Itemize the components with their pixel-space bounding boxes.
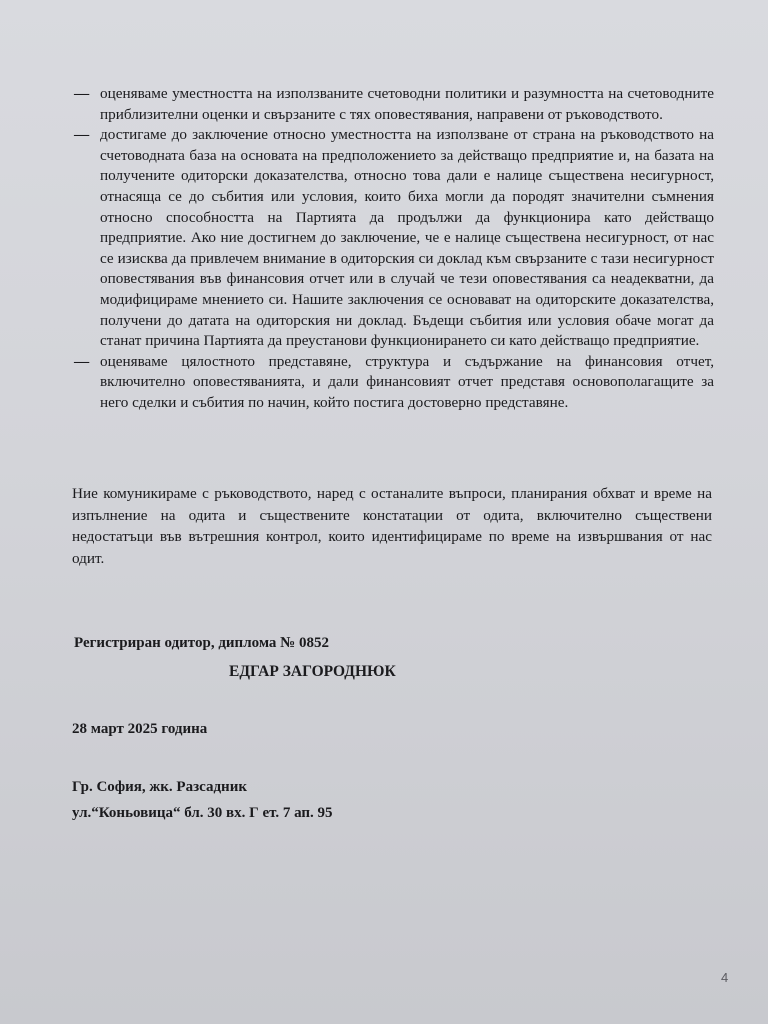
bullet-dash: — [74, 126, 90, 144]
page-number: 4 [721, 970, 729, 985]
auditor-name: ЕДГАР ЗАГОРОДНЮК [229, 663, 396, 680]
communication-paragraph: Ние комуникираме с ръководството, наред с останалите въпроси, планирания обхват и време на изпълнение на одита и съществените констатации от одита, включително съществени недостатъци във вътрешния контрол, които идентифицираме по време на извършвания от нас одит. [72, 485, 712, 567]
auditor-registration: Регистриран одитор, диплома № 0852 [74, 635, 330, 651]
address-street: ул.“Коньовица“ бл. 30 вх. Г ет. 7 ап. 95 [72, 805, 333, 821]
bullet-text: оценяваме цялостното представяне, структура и съдържание на финансовия отчет, включително оповестяванията, и дали финансовият отчет представя основополагащите за него сделки и събития по начин, който постига достоверно представяне. [100, 352, 714, 411]
bullet-dash: — [74, 352, 90, 370]
bullet-text: оценяваме уместността на използваните счетоводни политики и разумността на счетоводните приблизителни оценки и свързаните с тях оповестявания, направени от ръководството. [100, 85, 714, 123]
bullet-item-going-concern [74, 125, 714, 352]
bullet-list [74, 84, 714, 414]
bullet-dash: — [74, 85, 90, 102]
bullet-item-accounting-policies [74, 84, 714, 125]
report-date: 28 март 2025 година [72, 721, 208, 737]
address-city: Гр. София, жк. Разсадник [72, 779, 247, 795]
bullet-item-overall-presentation [74, 352, 714, 414]
bullet-text: достигаме до заключение относно уместността на използване от страна на ръководството на счетоводната база на основата на предположението за действащо предприятие и, на базата на получените одиторски доказателства, относно това дали е налице съществена несигурност, отнасяща се до събития или условия, които биха могли да породят значителни съмнения относно способността на Партията да продължи да функционира като действащо предприятие. Ако ние достигнем до заключение, че е налице съществена несигурност, от нас се изисква да привлечем внимание в одиторския си доклад към свързаните с тази несигурност оповестявания във финансовия отчет или в случай че тези оповестявания са неадекватни, да модифицираме мнението си. Нашите заключения се основават на одиторските доказателства, получени до датата на одиторския ни доклад. Бъдещи събития или условия обаче могат да станат причина Партията да преустанови функционирането си като действащо предприятие. [100, 126, 714, 350]
